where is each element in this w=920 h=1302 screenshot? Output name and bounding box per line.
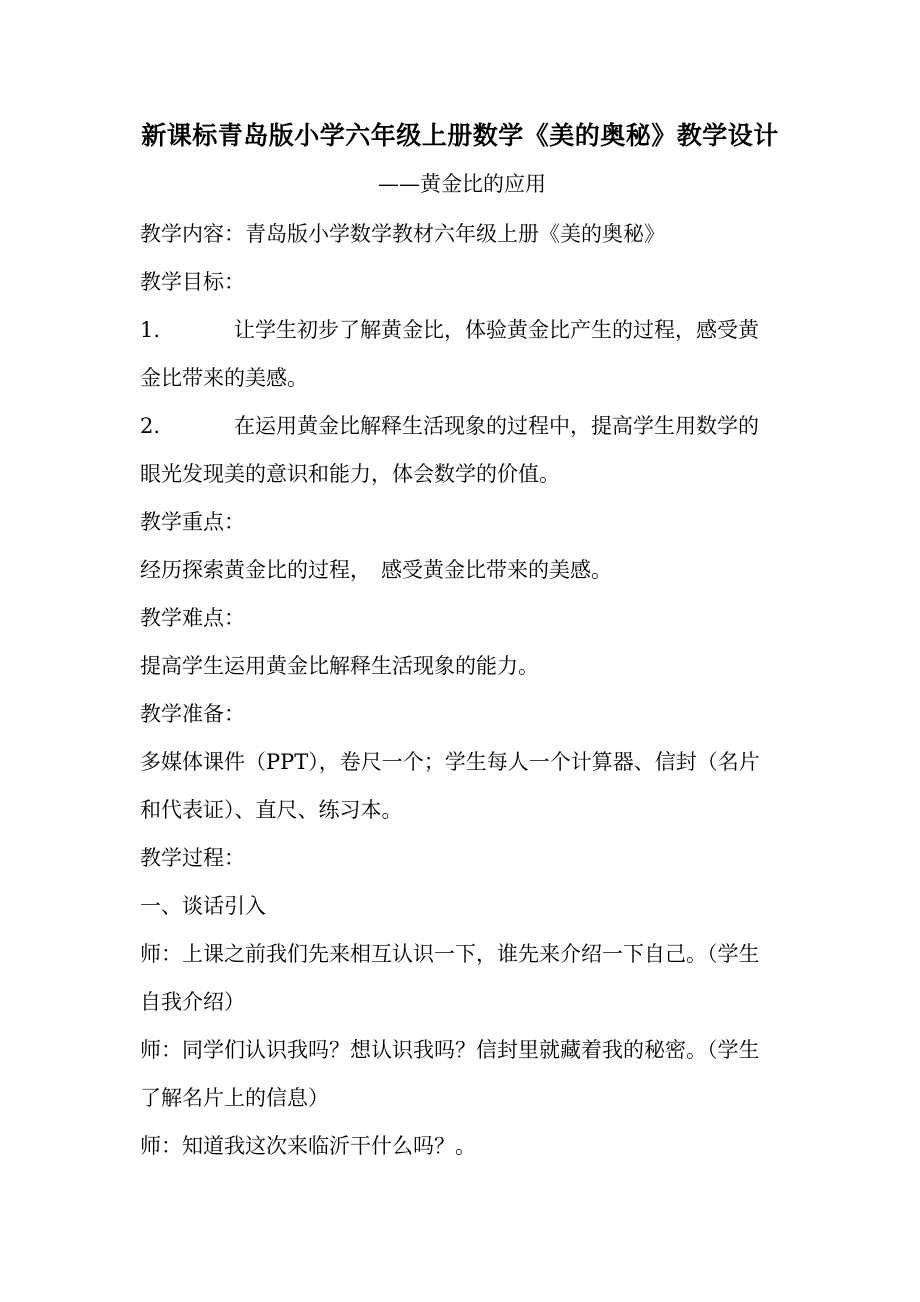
objective-1-text: 让学生初步了解黄金比，体验黄金比产生的过程，感受黄 [234, 318, 759, 342]
document-title: 新课标青岛版小学六年级上册数学《美的奥秘》教学设计 [141, 121, 779, 150]
dialog-2-line-2: 了解名片上的信息） [140, 1086, 329, 1110]
dialog-1-line-2: 自我介绍） [140, 990, 245, 1014]
subtitle-text: ——黄金比的应用 [378, 172, 546, 196]
dialog-2-line-1: 师：同学们认识我吗？想认识我吗？信封里就藏着我的秘密。（学生 [140, 1038, 760, 1062]
key-points-heading: 教学重点： [140, 510, 245, 534]
difficulty-text: 提高学生运用黄金比解释生活现象的能力。 [140, 654, 539, 678]
objective-2-line-1 [140, 402, 782, 450]
document-subtitle [0, 164, 920, 204]
objective-1-line-2: 金比带来的美感。 [140, 366, 308, 390]
objective-2-line-2: 眼光发现美的意识和能力，体会数学的价值。 [140, 462, 560, 486]
objective-1-line-1 [140, 306, 782, 354]
objective-1-number: 1. [140, 318, 161, 342]
key-points-text-a: 经历探索黄金比的过程， [140, 558, 371, 582]
section-1-heading: 一、谈话引入 [140, 894, 266, 918]
key-points-text-b: 感受黄金比带来的美感。 [381, 558, 612, 582]
dialog-3-line-1: 师：知道我这次来临沂干什么吗？。 [140, 1134, 476, 1158]
key-points-text [140, 546, 782, 594]
difficulty-heading: 教学难点： [140, 606, 245, 630]
objectives-heading: 教学目标： [140, 270, 245, 294]
objective-2-text: 在运用黄金比解释生活现象的过程中，提高学生用数学的 [234, 414, 759, 438]
teaching-content-line: 教学内容：青岛版小学数学教材六年级上册《美的奥秘》 [140, 222, 665, 246]
preparation-line-2: 和代表证）、直尺、练习本。 [140, 798, 403, 822]
dialog-1-line-1: 师：上课之前我们先来相互认识一下，谁先来介绍一下自己。（学生 [140, 942, 760, 966]
preparation-heading: 教学准备： [140, 702, 245, 726]
objective-2-number: 2. [140, 414, 161, 438]
process-heading: 教学过程： [140, 846, 245, 870]
preparation-line-1: 多媒体课件（PPT），卷尺一个；学生每人一个计算器、信封（名片 [140, 750, 760, 774]
document-body [140, 210, 782, 1170]
